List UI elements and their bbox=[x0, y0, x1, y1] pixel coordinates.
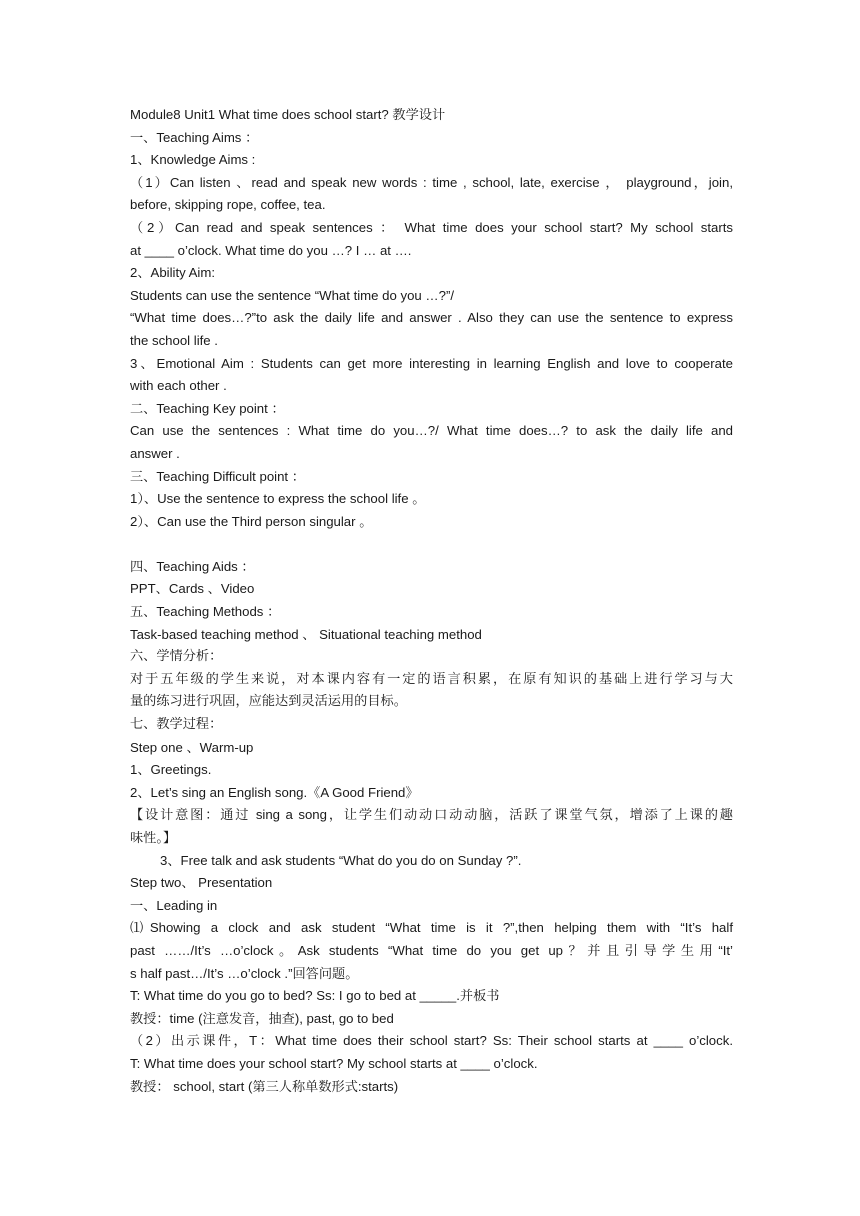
text-line: 3、Emotional Aim : Students can get more interesting in learning English and love to cooperate bbox=[130, 355, 733, 371]
text-line: 一、Leading in bbox=[130, 897, 218, 913]
section-heading: 六、学情分析： bbox=[130, 649, 223, 665]
text-line: Can use the sentences : What time do you…?/ What time does…? to ask the daily life and bbox=[130, 423, 733, 439]
text-line: （2）Can read and speak sentences ： What time does your school start? My school starts bbox=[130, 219, 733, 235]
text-line: Students can use the sentence “What time do you …?”/ bbox=[130, 287, 455, 303]
text-line: Task-based teaching method 、 Situational teaching method bbox=[130, 626, 482, 642]
text-line: before, skipping rope, coffee, tea. bbox=[130, 197, 326, 213]
text-line: answer . bbox=[130, 445, 180, 461]
section-heading: 一、Teaching Aims ： bbox=[130, 129, 259, 145]
text-line: T: What time does your school start? My school starts at ____ o’clock. bbox=[130, 1055, 538, 1071]
document-page bbox=[130, 104, 733, 1098]
text-line: （2）出示课件，T：What time does their school start? Ss: Their school starts at ____ o’clock. bbox=[130, 1033, 733, 1049]
text-line: 1）、Use the sentence to express the school life 。 bbox=[130, 491, 426, 507]
step-heading: Step one 、Warm-up bbox=[130, 739, 254, 755]
text-line: 对于五年级的学生来说，对本课内容有一定的语言积累，在原有知识的基础上进行学习与大 bbox=[130, 671, 733, 687]
text-line: the school life . bbox=[130, 332, 218, 348]
blank-line bbox=[130, 533, 733, 556]
text-line: 2）、Can use the Third person singular 。 bbox=[130, 513, 373, 529]
text-line: 1、Greetings. bbox=[130, 762, 212, 778]
text-line: “What time does…?”to ask the daily life and answer . Also they can use the sentence to express bbox=[130, 310, 733, 326]
text-line: 量的练习进行巩固，应能达到灵活运用的目标。 bbox=[130, 694, 407, 710]
text-line: 教授： school, start (第三人称单数形式:starts) bbox=[130, 1078, 399, 1094]
step-heading: Step two、 Presentation bbox=[130, 875, 273, 891]
text-line: 2、Let’s sing an English song.《A Good Friend》 bbox=[130, 784, 419, 800]
text-line: 【设计意图：通过 sing a song，让学生们动动口动动脑，活跃了课堂气氛，增添了上课的趣 bbox=[130, 807, 733, 823]
text-line: 3、Free talk and ask students “What do you do on Sunday ?”. bbox=[160, 852, 522, 868]
text-line: 味性。】 bbox=[130, 830, 177, 845]
section-heading: 七、教学过程： bbox=[130, 717, 223, 733]
text-line: T: What time do you go to bed? Ss: I go to bed at _____.并板书 bbox=[130, 988, 500, 1004]
text-line: （1）Can listen 、read and speak new words : time , school, late, exercise ， playground，join, bbox=[130, 174, 733, 190]
text-line: with each other . bbox=[130, 378, 227, 394]
text-line: ⑴Showing a clock and ask student “What time is it ?”,then helping them with “It’s half bbox=[130, 920, 733, 936]
doc-title: Module8 Unit1 What time does school start? 教学设计 bbox=[130, 107, 446, 122]
subsection-heading: 2、Ability Aim: bbox=[130, 265, 216, 281]
text-line: PPT、Cards 、Video bbox=[130, 581, 255, 597]
subsection-heading: 1、Knowledge Aims : bbox=[130, 152, 256, 168]
section-heading: 三、Teaching Difficult point ： bbox=[130, 468, 305, 484]
section-heading: 五、Teaching Methods ： bbox=[130, 604, 281, 620]
text-line: at ____ o’clock. What time do you …? I … at …. bbox=[130, 242, 412, 258]
text-line: 教授：time (注意发音，抽查), past, go to bed bbox=[130, 1010, 394, 1026]
text-line: s half past…/It’s …o’clock .”回答问题。 bbox=[130, 965, 359, 981]
section-heading: 二、Teaching Key point ： bbox=[130, 400, 285, 416]
section-heading: 四、Teaching Aids ： bbox=[130, 558, 255, 574]
text-line: past ……/It’s …o’clock。Ask students “What time do you get up？并且引导学生用“It’ bbox=[130, 942, 733, 958]
